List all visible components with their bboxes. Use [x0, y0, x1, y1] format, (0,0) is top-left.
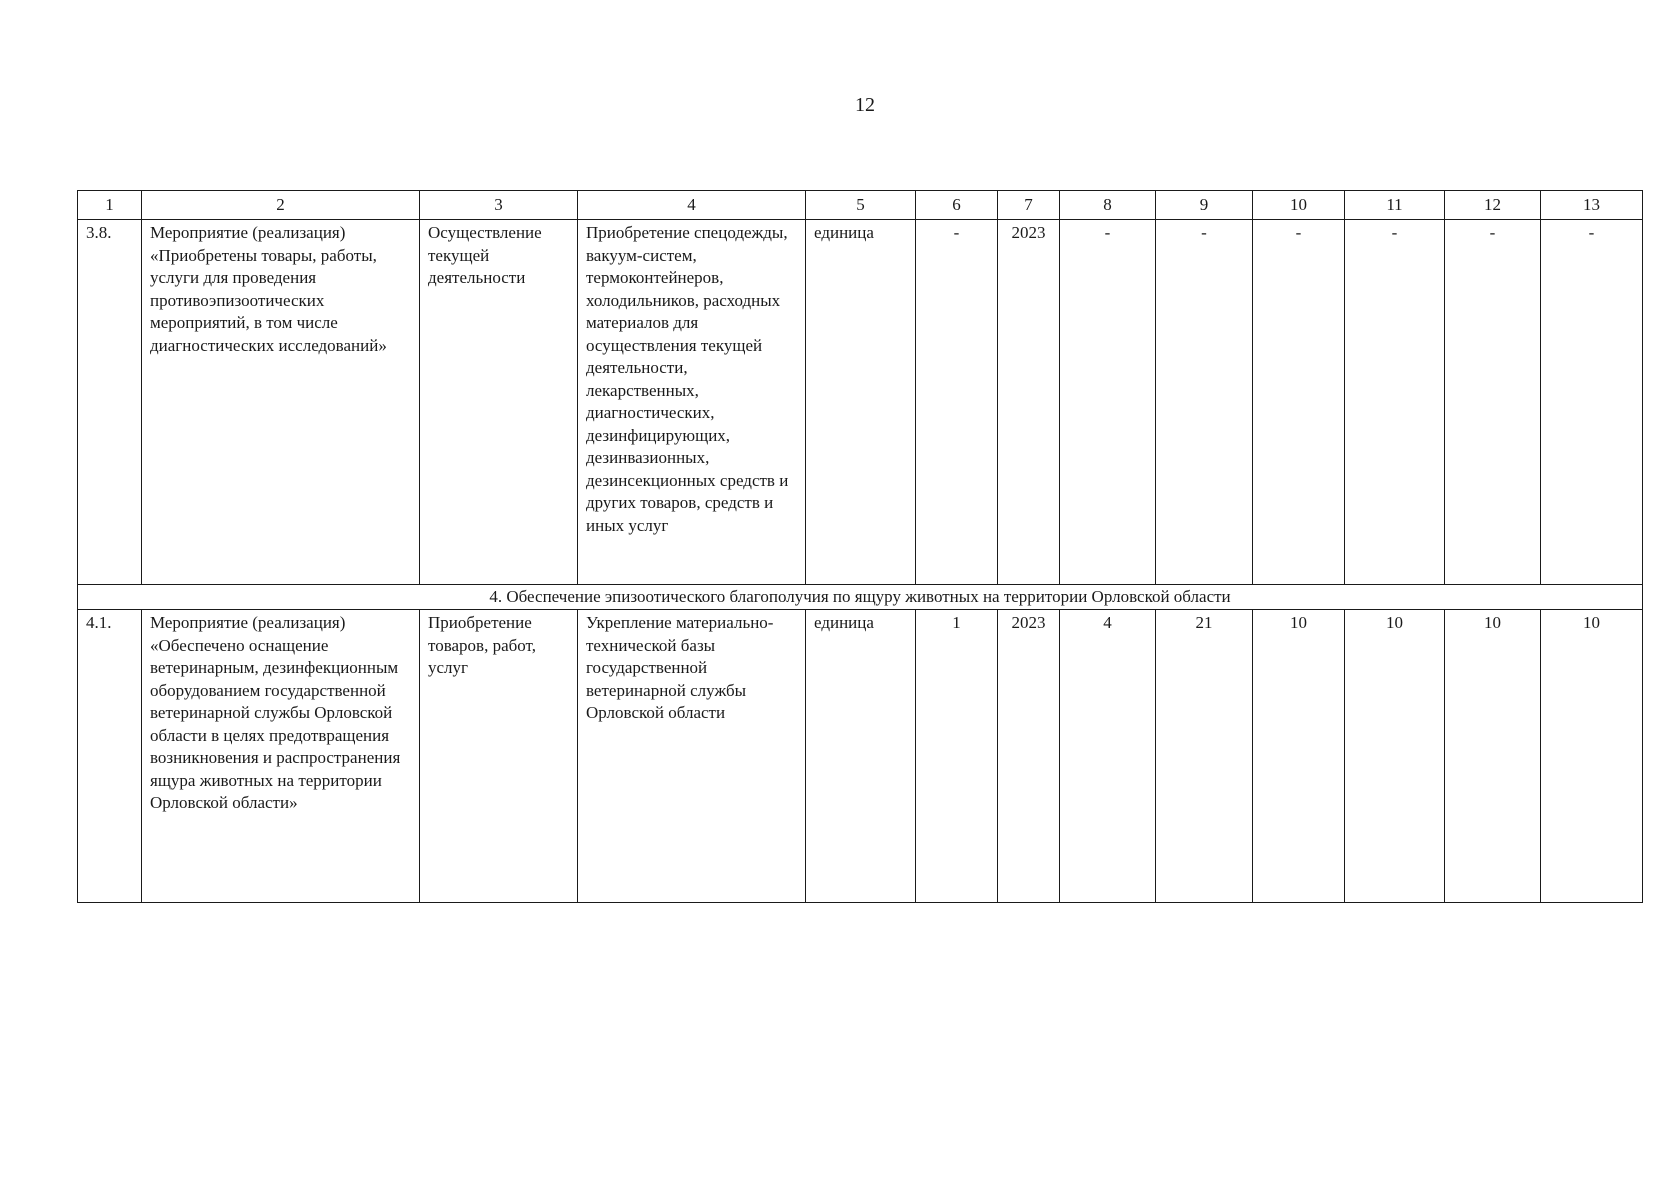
- table-header-row: [78, 191, 1643, 220]
- page-number: 12: [855, 94, 875, 116]
- header-cell: 4: [578, 191, 806, 220]
- header-cell: 7: [998, 191, 1060, 220]
- section-title: 4. Обеспечение эпизоотического благополучия по ящуру животных на территории Орловской области: [78, 585, 1643, 610]
- event-type: Осуществление текущей деятельности: [420, 220, 578, 585]
- col-12-value: -: [1445, 220, 1541, 585]
- col-10-value: 10: [1253, 610, 1345, 903]
- col-11-value: 10: [1345, 610, 1445, 903]
- event-type: Приобретение товаров, работ, услуг: [420, 610, 578, 903]
- unit: единица: [806, 220, 916, 585]
- col-11-value: -: [1345, 220, 1445, 585]
- section-row: [78, 585, 1643, 610]
- event-description: Укрепление материально-технической базы государственной ветеринарной службы Орловской области: [578, 610, 806, 903]
- col-7-value: 2023: [998, 220, 1060, 585]
- col-8-value: -: [1060, 220, 1156, 585]
- table-row: [78, 220, 1643, 585]
- col-8-value: 4: [1060, 610, 1156, 903]
- header-cell: 12: [1445, 191, 1541, 220]
- event-name: Мероприятие (реализация) «Приобретены товары, работы, услуги для проведения противоэпизоотических мероприятий, в том числе диагностических исследований»: [142, 220, 420, 585]
- header-cell: 6: [916, 191, 998, 220]
- header-cell: 1: [78, 191, 142, 220]
- event-name: Мероприятие (реализация) «Обеспечено оснащение ветеринарным, дезинфекционным оборудованием государственной ветеринарной службы Орловской области в целях предотвращения возникновения и распространения ящура животных на территории Орловской области»: [142, 610, 420, 903]
- header-cell: 8: [1060, 191, 1156, 220]
- header-cell: 9: [1156, 191, 1253, 220]
- col-13-value: 10: [1541, 610, 1643, 903]
- col-9-value: -: [1156, 220, 1253, 585]
- header-cell: 2: [142, 191, 420, 220]
- col-12-value: 10: [1445, 610, 1541, 903]
- col-6-value: 1: [916, 610, 998, 903]
- col-7-value: 2023: [998, 610, 1060, 903]
- col-13-value: -: [1541, 220, 1643, 585]
- table-row: [78, 610, 1643, 903]
- header-cell: 5: [806, 191, 916, 220]
- col-10-value: -: [1253, 220, 1345, 585]
- row-number: 4.1.: [78, 610, 142, 903]
- header-cell: 13: [1541, 191, 1643, 220]
- plan-table: [77, 190, 1643, 903]
- header-cell: 10: [1253, 191, 1345, 220]
- unit: единица: [806, 610, 916, 903]
- header-cell: 11: [1345, 191, 1445, 220]
- event-description: Приобретение спецодежды, вакуум-систем, термоконтейнеров, холодильников, расходных материалов для осуществления текущей деятельности, лекарственных, диагностических, дезинфицирующих, дезинвазионных, дезинсекционных средств и других товаров, средств и иных услуг: [578, 220, 806, 585]
- header-cell: 3: [420, 191, 578, 220]
- row-number: 3.8.: [78, 220, 142, 585]
- col-6-value: -: [916, 220, 998, 585]
- col-9-value: 21: [1156, 610, 1253, 903]
